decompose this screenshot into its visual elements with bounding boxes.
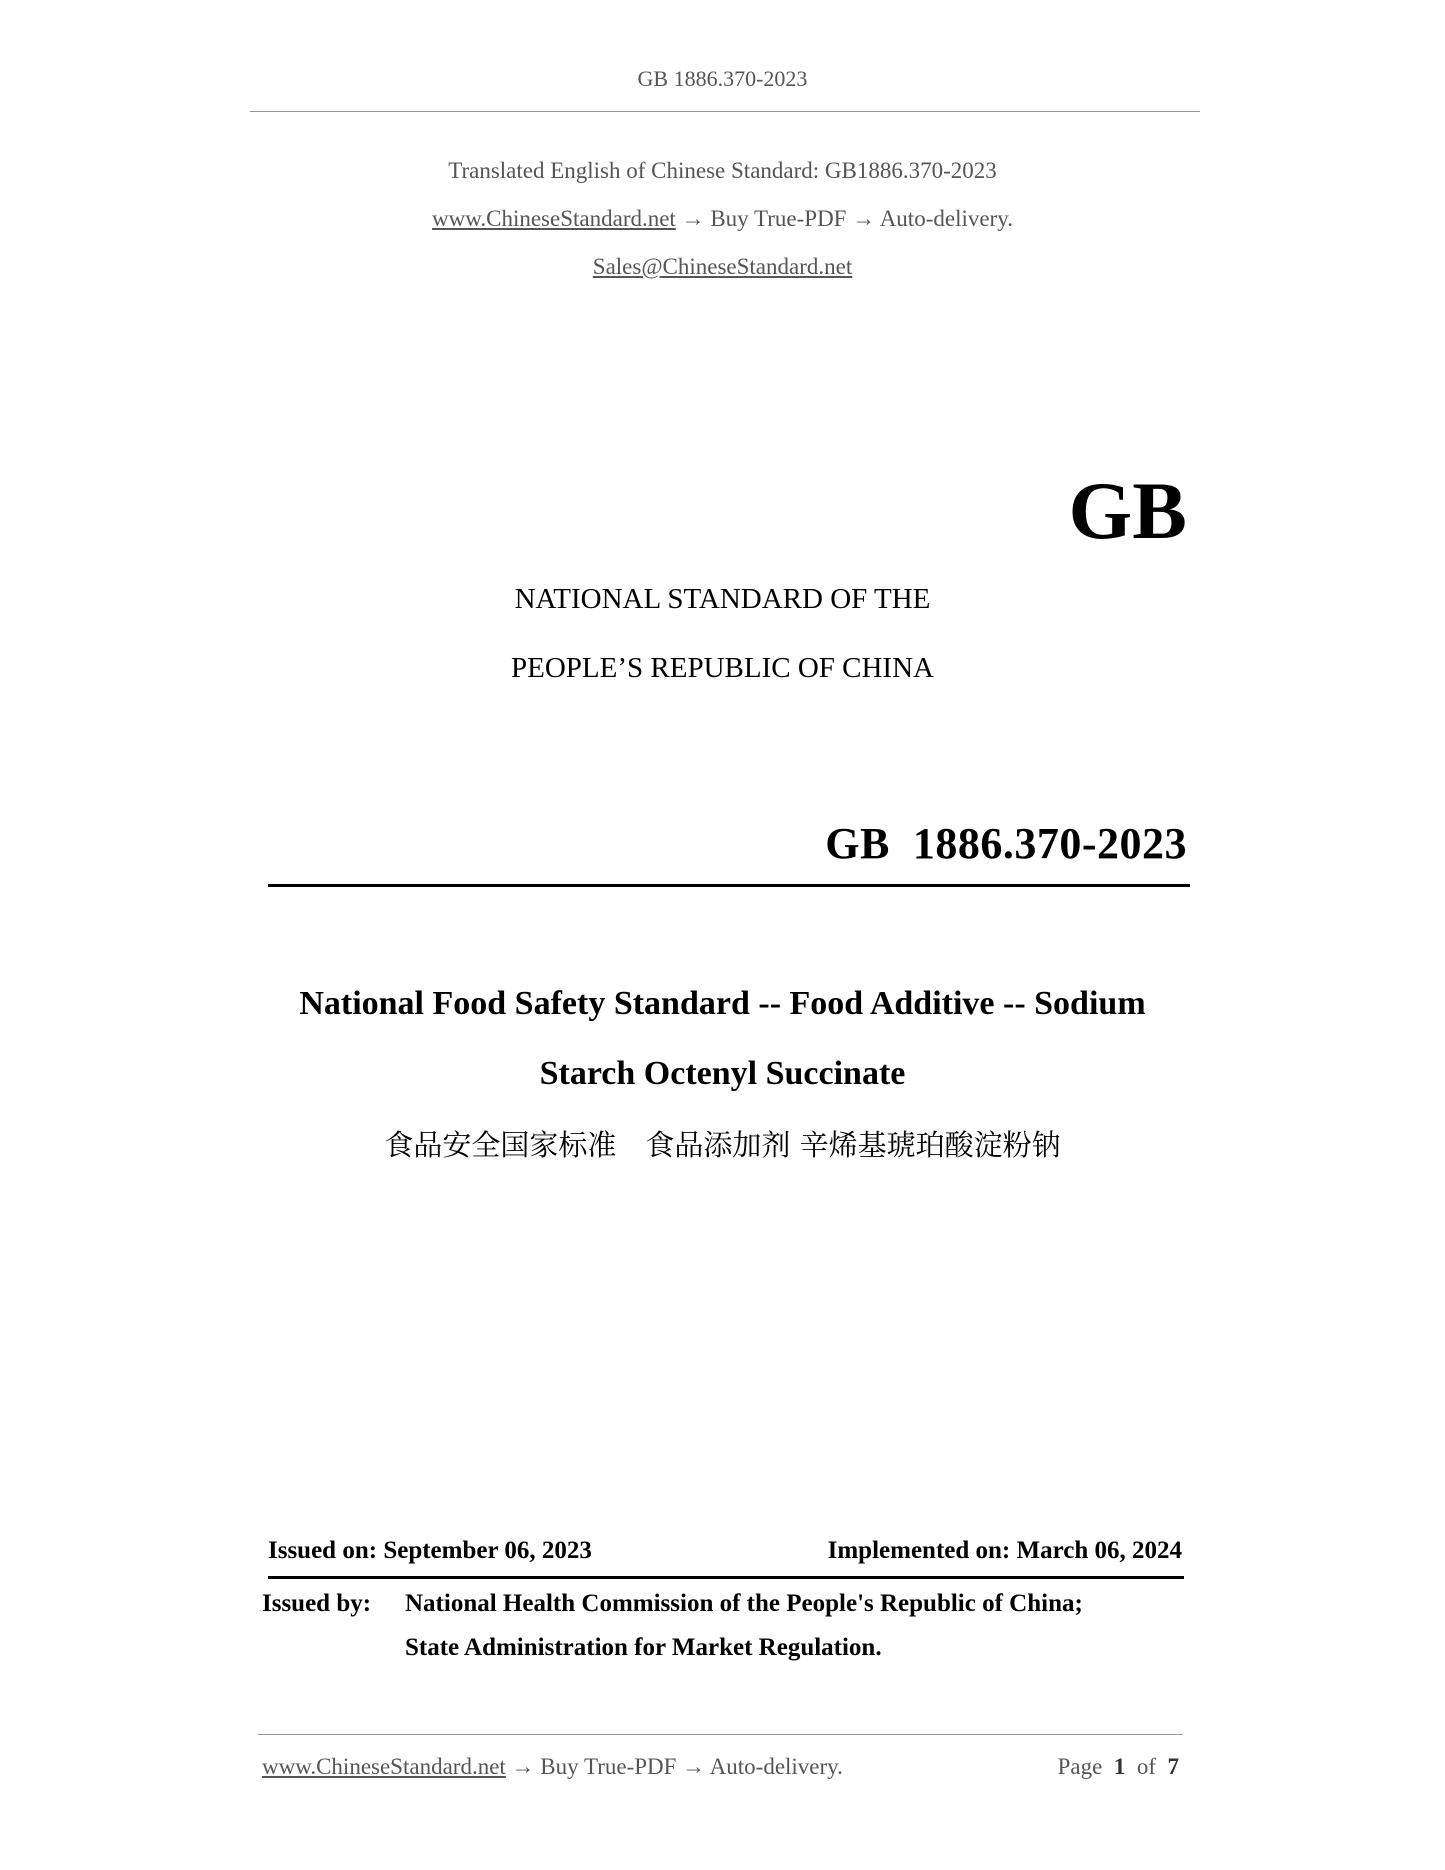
header-divider	[250, 111, 1200, 112]
running-header: GB 1886.370-2023	[637, 66, 808, 91]
buy-notice	[0, 206, 1445, 232]
issue-divider	[268, 1576, 1184, 1579]
footer-buy-notice	[262, 1754, 843, 1780]
site-link[interactable]: www.ChineseStandard.net	[432, 206, 676, 231]
sales-notice	[0, 254, 1445, 280]
gb-mark: GB	[1068, 465, 1187, 556]
footer-divider	[258, 1734, 1183, 1735]
standard-number: GB 1886.370-2023	[825, 819, 1187, 868]
sales-email-link[interactable]: Sales@ChineseStandard.net	[592, 254, 853, 279]
issued-by-label: Issued by:	[262, 1590, 372, 1617]
page-current: 1	[1113, 1754, 1126, 1779]
implemented-on-date: Implemented on: March 06, 2024	[827, 1537, 1182, 1564]
national-standard-line-1: NATIONAL STANDARD OF THE	[514, 583, 931, 615]
footer-buy-text: → Buy True-PDF → Auto-delivery.	[505, 1754, 843, 1779]
page-label: Page	[1057, 1754, 1103, 1779]
issuer-2: State Administration for Market Regulation.	[405, 1634, 882, 1661]
title-line-1: National Food Safety Standard -- Food Additive -- Sodium	[299, 985, 1146, 1022]
page-of: of	[1136, 1754, 1156, 1779]
page-total: 7	[1167, 1754, 1179, 1779]
national-standard-line-2: PEOPLE’S REPUBLIC OF CHINA	[511, 652, 934, 684]
chinese-title: 食品安全国家标准 食品添加剂 辛烯基琥珀酸淀粉钠	[384, 1128, 1061, 1162]
translation-notice: Translated English of Chinese Standard: GB1886.370-2023	[448, 158, 997, 183]
footer-site-link[interactable]: www.ChineseStandard.net	[262, 1754, 506, 1779]
title-divider	[268, 884, 1190, 887]
page-indicator	[1058, 1754, 1179, 1780]
issuer-1: National Health Commission of the People's Republic of China;	[405, 1590, 1083, 1617]
buy-text: → Buy True-PDF → Auto-delivery.	[675, 206, 1013, 231]
title-line-2: Starch Octenyl Succinate	[539, 1055, 906, 1092]
issued-on-date: Issued on: September 06, 2023	[268, 1537, 592, 1564]
